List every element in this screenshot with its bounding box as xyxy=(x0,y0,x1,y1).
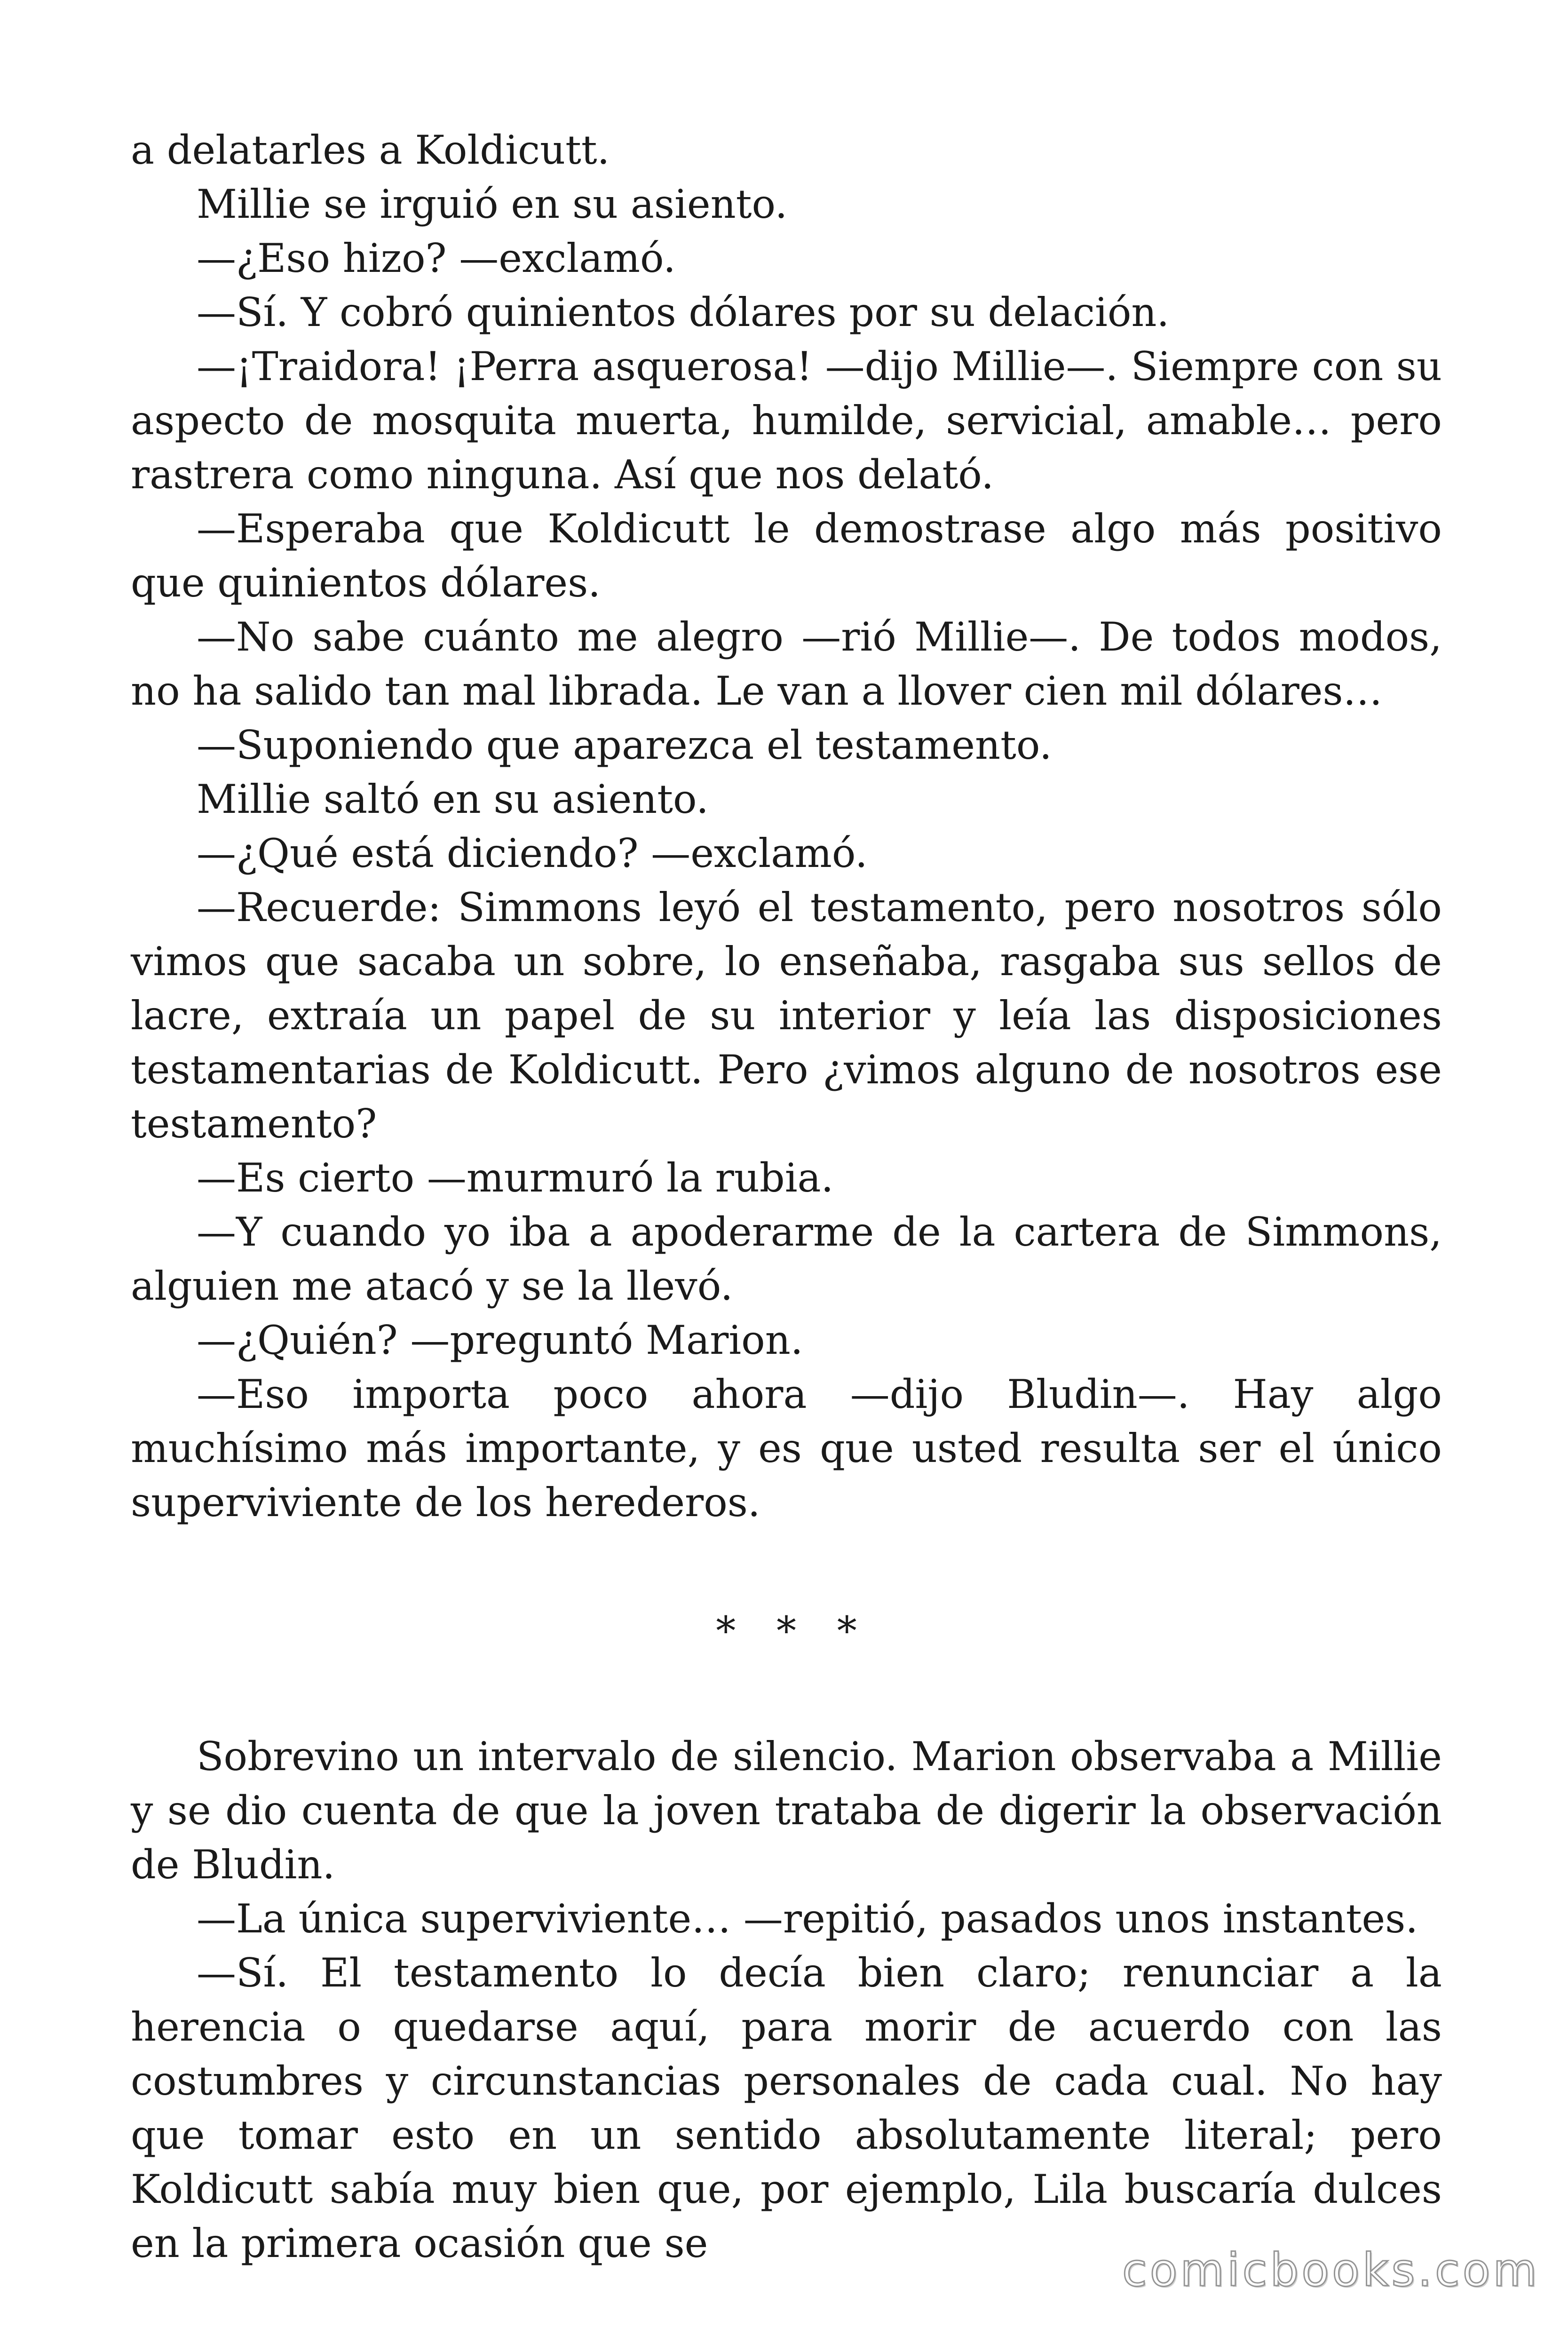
paragraph: —No sabe cuánto me alegro —rió Millie—. De todos modos, no ha salido tan mal librada. Le van a llover cien mil dólares… xyxy=(131,614,1442,714)
paragraph: —¡Traidora! ¡Perra asquerosa! —dijo Millie—. Siempre con su aspecto de mosquita muerta, humilde, servicial, amable… pero rastrera como ninguna. Así que nos delató. xyxy=(131,343,1442,498)
text-block-before-break xyxy=(131,123,1442,1530)
watermark-logo: comicbooks.com xyxy=(1122,2244,1540,2296)
paragraph: —Sí. Y cobró quinientos dólares por su delación. xyxy=(197,289,1170,335)
paragraph: —¿Eso hizo? —exclamó. xyxy=(197,235,676,281)
paragraph: —La única superviviente… —repitió, pasados unos instantes. xyxy=(197,1896,1418,1942)
paragraph: —Recuerde: Simmons leyó el testamento, pero nosotros sólo vimos que sacaba un sobre, lo enseñaba, rasgaba sus sellos de lacre, extraía un papel de su interior y leía las disposiciones testamentarias de Koldicutt. Pero ¿vimos alguno de nosotros ese testamento? xyxy=(131,884,1442,1147)
paragraph: —¿Quién? —preguntó Marion. xyxy=(197,1317,803,1363)
paragraph: —Sí. El testamento lo decía bien claro; renunciar a la herencia o quedarse aquí, para morir de acuerdo con las costumbres y circunstancias personales de cada cual. No hay que tomar esto en un sentido absolutamente literal; pero Koldicutt sabía muy bien que, por ejemplo, Lila buscaría dulces en la primera ocasión que se xyxy=(131,1950,1442,2266)
paragraph: a delatarles a Koldicutt. xyxy=(131,127,610,173)
paragraph: —Suponiendo que aparezca el testamento. xyxy=(197,722,1052,768)
paragraph: Millie se irguió en su asiento. xyxy=(197,181,788,227)
paragraph: —Es cierto —murmuró la rubia. xyxy=(197,1155,834,1201)
paragraph: —¿Qué está diciendo? —exclamó. xyxy=(197,830,868,876)
paragraph: Sobrevino un intervalo de silencio. Marion observaba a Millie y se dio cuenta de que la joven trataba de digerir la observación de Bludin. xyxy=(131,1733,1442,1888)
section-separator: * * * xyxy=(716,1608,871,1654)
paragraph: Millie saltó en su asiento. xyxy=(197,776,709,822)
paragraph: —Esperaba que Koldicutt le demostrase algo más positivo que quinientos dólares. xyxy=(131,506,1442,606)
paragraph: —Y cuando yo iba a apoderarme de la cartera de Simmons, alguien me atacó y se la llevó. xyxy=(131,1209,1442,1309)
paragraph: —Eso importa poco ahora —dijo Bludin—. Hay algo muchísimo más importante, y es que usted resulta ser el único superviviente de los herederos. xyxy=(131,1371,1442,1526)
text-block-after-break xyxy=(131,1730,1442,2271)
book-page xyxy=(131,123,1442,2266)
